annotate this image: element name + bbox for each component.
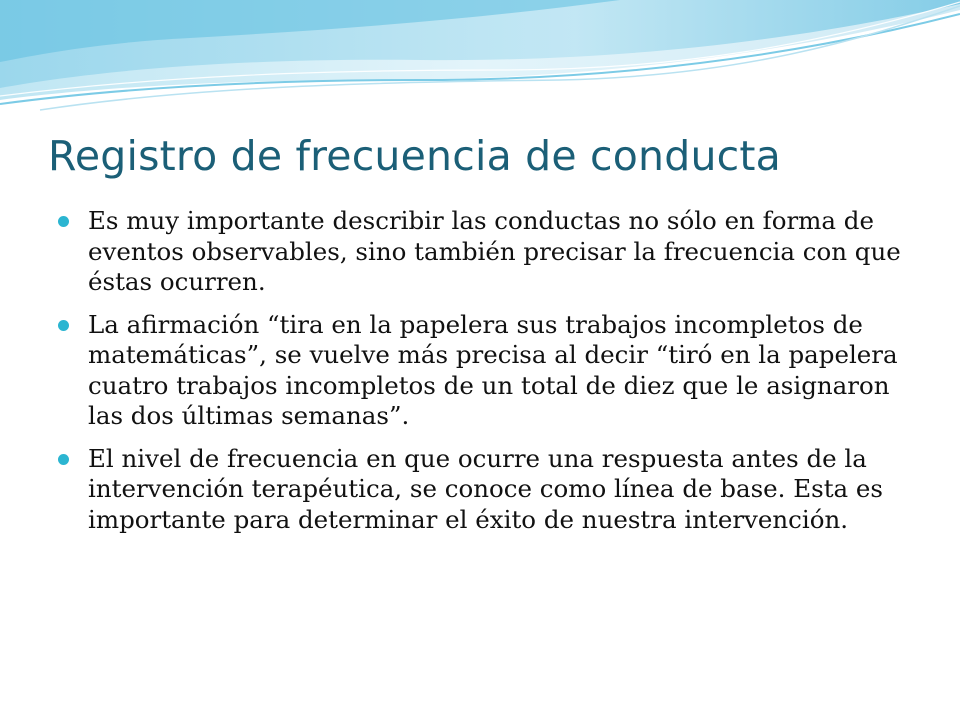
bullet-text: El nivel de frecuencia en que ocurre una respuesta antes de la intervención terapéutica, se conoce como línea de base. Esta es importante para determinar el éxito de nuestra intervención. [88,443,884,534]
bullet-dot-icon [58,320,69,331]
bullet-dot-icon [58,454,69,465]
bullet-item [56,444,906,536]
bullet-dot-icon [58,216,69,227]
bullet-text: Es muy importante describir las conductas no sólo en forma de eventos observables, sino también precisar la frecuencia con que éstas ocurren. [88,206,901,296]
wave-header-decoration [0,0,960,120]
bullet-item [56,206,906,298]
slide-title: Registro de frecuencia de conducta [48,132,781,180]
bullet-list [56,206,906,547]
bullet-item [56,310,906,432]
bullet-text: La afirmación “tira en la papelera sus trabajos incompletos de matemáticas”, se vuelve más precisa al decir “tiró en la papelera cuatro trabajos incompletos de un total de diez que le asignaron las dos últimas semanas”. [88,309,898,430]
